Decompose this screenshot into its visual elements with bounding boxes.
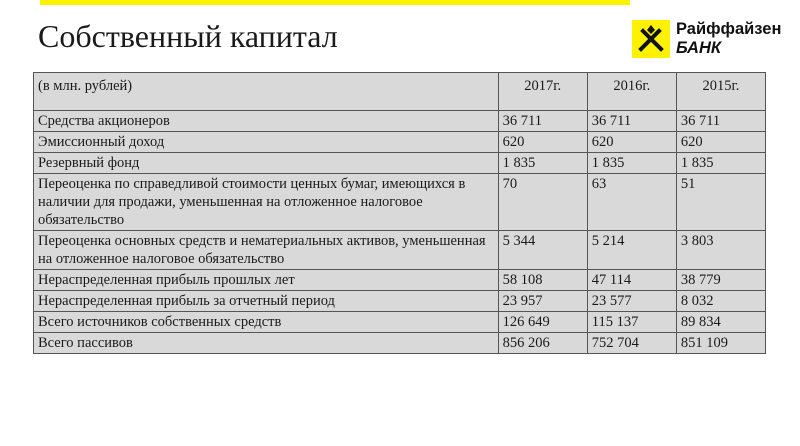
row-value-2017: 70 <box>498 174 587 231</box>
row-value-2016: 36 711 <box>587 111 676 132</box>
accent-bar <box>40 0 630 5</box>
row-value-2017: 620 <box>498 132 587 153</box>
row-label: Всего пассивов <box>34 333 499 354</box>
row-value-2016: 1 835 <box>587 153 676 174</box>
equity-table <box>33 72 766 354</box>
row-value-2016: 63 <box>587 174 676 231</box>
row-value-2017: 36 711 <box>498 111 587 132</box>
row-value-2016: 620 <box>587 132 676 153</box>
table-row <box>34 333 766 354</box>
table-row <box>34 174 766 231</box>
table-row <box>34 312 766 333</box>
row-value-2015: 3 803 <box>676 231 765 270</box>
row-value-2015: 1 835 <box>676 153 765 174</box>
table-row <box>34 291 766 312</box>
row-value-2016: 23 577 <box>587 291 676 312</box>
row-value-2017: 5 344 <box>498 231 587 270</box>
table-row <box>34 231 766 270</box>
row-label: Всего источников собственных средств <box>34 312 499 333</box>
raiffeisen-logo-icon <box>632 20 670 58</box>
row-value-2015: 36 711 <box>676 111 765 132</box>
logo-wordmark <box>676 20 781 58</box>
row-value-2015: 620 <box>676 132 765 153</box>
table-row <box>34 270 766 291</box>
row-value-2017: 58 108 <box>498 270 587 291</box>
row-label: Средства акционеров <box>34 111 499 132</box>
year-header-2017: 2017г. <box>498 73 587 111</box>
row-value-2015: 38 779 <box>676 270 765 291</box>
table-row <box>34 153 766 174</box>
row-value-2017: 23 957 <box>498 291 587 312</box>
row-label: Эмиссионный доход <box>34 132 499 153</box>
row-label: Нераспределенная прибыль за отчетный период <box>34 291 499 312</box>
row-value-2016: 752 704 <box>587 333 676 354</box>
row-label: Нераспределенная прибыль прошлых лет <box>34 270 499 291</box>
year-header-2016: 2016г. <box>587 73 676 111</box>
row-value-2015: 851 109 <box>676 333 765 354</box>
page-title: Собственный капитал <box>38 18 338 54</box>
row-value-2017: 856 206 <box>498 333 587 354</box>
logo-line-1: Райффайзен <box>676 20 782 38</box>
year-header-2015: 2015г. <box>676 73 765 111</box>
row-value-2015: 51 <box>676 174 765 231</box>
table-row <box>34 132 766 153</box>
logo-line-2: БАНК <box>676 39 722 57</box>
table-header-row <box>34 73 766 111</box>
row-label: Переоценка основных средств и нематериальных активов, уменьшенная на отложенное налоговое обязательство <box>34 231 499 270</box>
row-value-2015: 89 834 <box>676 312 765 333</box>
row-value-2017: 126 649 <box>498 312 587 333</box>
row-value-2015: 8 032 <box>676 291 765 312</box>
row-label: Переоценка по справедливой стоимости ценных бумаг, имеющихся в наличии для продажи, уменьшенная на отложенное налоговое обязательство <box>34 174 499 231</box>
row-value-2017: 1 835 <box>498 153 587 174</box>
row-label: Резервный фонд <box>34 153 499 174</box>
row-value-2016: 5 214 <box>587 231 676 270</box>
row-value-2016: 47 114 <box>587 270 676 291</box>
table-row <box>34 111 766 132</box>
raiffeisen-logo <box>632 20 792 60</box>
unit-label-header: (в млн. рублей) <box>34 73 499 111</box>
row-value-2016: 115 137 <box>587 312 676 333</box>
